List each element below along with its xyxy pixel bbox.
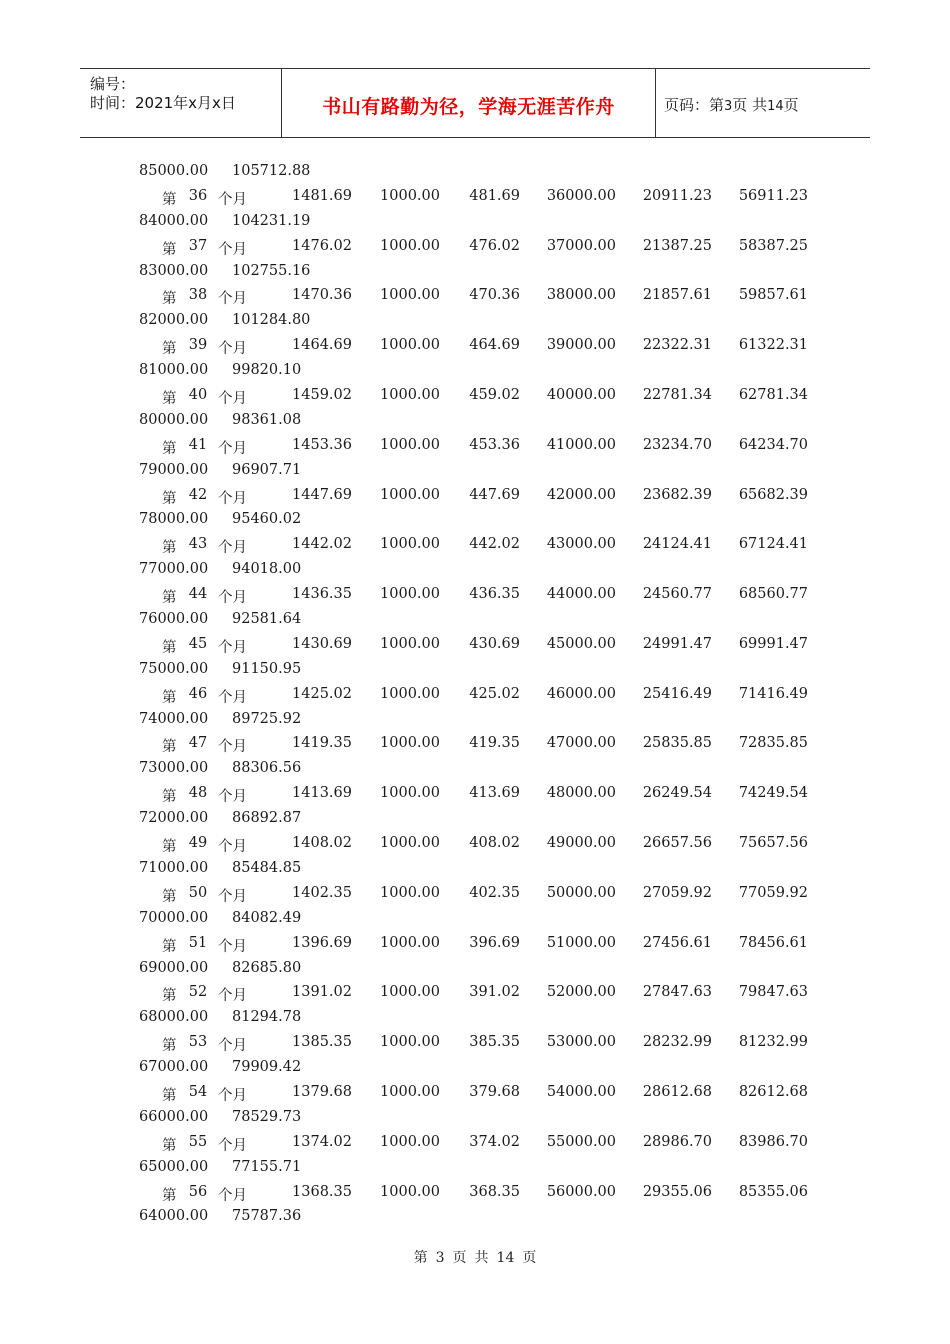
month-prefix: 第 — [162, 739, 177, 756]
cumulative-principal: 56000.00 — [546, 1183, 616, 1200]
month-prefix: 第 — [162, 1087, 177, 1104]
principal-paid: 1000.00 — [380, 237, 440, 254]
month-prefix: 第 — [162, 888, 177, 905]
month-number: 55 — [188, 1133, 208, 1150]
cumulative-principal: 39000.00 — [546, 337, 616, 354]
continuation-row — [0, 260, 950, 285]
cumulative-principal: 53000.00 — [546, 1034, 616, 1051]
principal-paid: 1000.00 — [380, 1183, 440, 1200]
principal-paid: 1000.00 — [380, 685, 440, 702]
remaining-total: 86892.87 — [232, 810, 302, 827]
table-row — [0, 782, 950, 807]
monthly-payment: 1385.35 — [292, 1034, 352, 1051]
footer-mid: 页 — [452, 1250, 467, 1266]
interest-paid: 413.69 — [469, 785, 520, 802]
remaining-principal: 84000.00 — [139, 212, 209, 229]
cumulative-total: 75657.56 — [738, 835, 808, 852]
month-number: 39 — [188, 337, 208, 354]
interest-paid: 476.02 — [469, 237, 520, 254]
cumulative-interest: 28986.70 — [642, 1133, 712, 1150]
month-prefix: 第 — [162, 490, 177, 507]
principal-paid: 1000.00 — [380, 1083, 440, 1100]
remaining-total: 82685.80 — [232, 959, 302, 976]
cumulative-principal: 49000.00 — [546, 835, 616, 852]
monthly-payment: 1413.69 — [292, 785, 352, 802]
remaining-principal: 76000.00 — [139, 611, 209, 628]
footer-page: 3 — [435, 1250, 445, 1266]
cumulative-total: 74249.54 — [738, 785, 808, 802]
continuation-row — [0, 1156, 950, 1181]
continuation-row — [0, 309, 950, 334]
month-number: 40 — [188, 387, 208, 404]
continuation-row — [0, 459, 950, 484]
cumulative-interest: 24991.47 — [642, 635, 712, 652]
monthly-payment: 1447.69 — [292, 486, 352, 503]
cumulative-principal: 45000.00 — [546, 635, 616, 652]
remaining-total: 81294.78 — [232, 1009, 302, 1026]
principal-paid: 1000.00 — [380, 934, 440, 951]
page-suffix: 页 — [783, 96, 799, 114]
monthly-payment: 1464.69 — [292, 337, 352, 354]
month-number: 48 — [188, 785, 208, 802]
month-unit: 个月 — [218, 241, 247, 258]
month-prefix: 第 — [162, 938, 177, 955]
table-row — [0, 633, 950, 658]
remaining-total: 84082.49 — [232, 909, 302, 926]
monthly-payment: 1425.02 — [292, 685, 352, 702]
page-total: 14 — [767, 99, 784, 114]
month-number: 36 — [188, 187, 208, 204]
interest-paid: 436.35 — [469, 586, 520, 603]
interest-paid: 419.35 — [469, 735, 520, 752]
month-prefix: 第 — [162, 639, 177, 656]
continuation-row — [0, 608, 950, 633]
month-prefix: 第 — [162, 391, 177, 408]
principal-paid: 1000.00 — [380, 635, 440, 652]
continuation-row — [0, 1006, 950, 1031]
cumulative-interest: 23234.70 — [642, 436, 712, 453]
principal-paid: 1000.00 — [380, 884, 440, 901]
month-unit: 个月 — [218, 739, 247, 756]
cumulative-total: 56911.23 — [738, 187, 808, 204]
month-unit: 个月 — [218, 341, 247, 358]
remaining-principal: 79000.00 — [139, 461, 209, 478]
continuation-row — [0, 857, 950, 882]
cumulative-total: 71416.49 — [738, 685, 808, 702]
continuation-row — [0, 558, 950, 583]
cumulative-principal: 48000.00 — [546, 785, 616, 802]
cumulative-total: 62781.34 — [738, 387, 808, 404]
remaining-total: 92581.64 — [232, 611, 302, 628]
table-row — [0, 932, 950, 957]
month-prefix: 第 — [162, 291, 177, 308]
month-number: 51 — [188, 934, 208, 951]
page-footer — [0, 1247, 950, 1267]
continuation-row — [0, 1056, 950, 1081]
table-row — [0, 235, 950, 260]
cumulative-interest: 26249.54 — [642, 785, 712, 802]
monthly-payment: 1453.36 — [292, 436, 352, 453]
cumulative-interest: 21387.25 — [642, 237, 712, 254]
monthly-payment: 1442.02 — [292, 536, 352, 553]
month-prefix: 第 — [162, 1038, 177, 1055]
cumulative-interest: 29355.06 — [642, 1183, 712, 1200]
cumulative-total: 59857.61 — [738, 287, 808, 304]
month-prefix: 第 — [162, 440, 177, 457]
month-number: 49 — [188, 835, 208, 852]
principal-paid: 1000.00 — [380, 1034, 440, 1051]
interest-paid: 396.69 — [469, 934, 520, 951]
month-number: 52 — [188, 984, 208, 1001]
cumulative-total: 67124.41 — [738, 536, 808, 553]
monthly-payment: 1436.35 — [292, 586, 352, 603]
table-row — [0, 1131, 950, 1156]
footer-mid2: 共 — [474, 1250, 489, 1266]
cumulative-total: 69991.47 — [738, 635, 808, 652]
table-row — [0, 683, 950, 708]
continuation-row — [0, 1106, 950, 1131]
table-row — [0, 284, 950, 309]
remaining-total: 98361.08 — [232, 411, 302, 428]
cumulative-principal: 40000.00 — [546, 387, 616, 404]
remaining-principal: 69000.00 — [139, 959, 209, 976]
month-number: 46 — [188, 685, 208, 702]
month-unit: 个月 — [218, 1087, 247, 1104]
time-label: 时间：2021年x月x日 — [90, 94, 236, 112]
month-number: 45 — [188, 635, 208, 652]
cumulative-interest: 23682.39 — [642, 486, 712, 503]
cumulative-interest: 27456.61 — [642, 934, 712, 951]
table-row — [0, 334, 950, 359]
monthly-payment: 1408.02 — [292, 835, 352, 852]
table-row — [0, 384, 950, 409]
principal-paid: 1000.00 — [380, 984, 440, 1001]
remaining-total: 104231.19 — [232, 212, 311, 229]
month-prefix: 第 — [162, 341, 177, 358]
principal-paid: 1000.00 — [380, 287, 440, 304]
remaining-total: 101284.80 — [232, 312, 311, 329]
table-row — [0, 882, 950, 907]
interest-paid: 442.02 — [469, 536, 520, 553]
continuation-row — [0, 1205, 950, 1230]
monthly-payment: 1430.69 — [292, 635, 352, 652]
interest-paid: 374.02 — [469, 1133, 520, 1150]
remaining-principal: 68000.00 — [139, 1009, 209, 1026]
header-meta-cell — [80, 69, 282, 137]
cumulative-interest: 26657.56 — [642, 835, 712, 852]
cumulative-interest: 24124.41 — [642, 536, 712, 553]
table-row — [0, 583, 950, 608]
remaining-principal: 77000.00 — [139, 561, 209, 578]
month-unit: 个月 — [218, 689, 247, 706]
header-page-info — [664, 94, 799, 115]
principal-paid: 1000.00 — [380, 337, 440, 354]
remaining-principal: 67000.00 — [139, 1059, 209, 1076]
cumulative-interest: 22322.31 — [642, 337, 712, 354]
cumulative-total: 64234.70 — [738, 436, 808, 453]
interest-paid: 430.69 — [469, 635, 520, 652]
month-number: 53 — [188, 1034, 208, 1051]
remaining-principal: 74000.00 — [139, 710, 209, 727]
principal-paid: 1000.00 — [380, 387, 440, 404]
remaining-total: 99820.10 — [232, 362, 302, 379]
cumulative-interest: 22781.34 — [642, 387, 712, 404]
cumulative-interest: 28232.99 — [642, 1034, 712, 1051]
cumulative-principal: 38000.00 — [546, 287, 616, 304]
cumulative-principal: 47000.00 — [546, 735, 616, 752]
cumulative-total: 72835.85 — [738, 735, 808, 752]
remaining-principal: 66000.00 — [139, 1108, 209, 1125]
table-row — [0, 732, 950, 757]
monthly-payment: 1419.35 — [292, 735, 352, 752]
cumulative-principal: 44000.00 — [546, 586, 616, 603]
cumulative-total: 61322.31 — [738, 337, 808, 354]
remaining-total: 95460.02 — [232, 511, 302, 528]
cumulative-principal: 41000.00 — [546, 436, 616, 453]
interest-paid: 402.35 — [469, 884, 520, 901]
remaining-total: 78529.73 — [232, 1108, 302, 1125]
month-number: 44 — [188, 586, 208, 603]
month-unit: 个月 — [218, 440, 247, 457]
monthly-payment: 1402.35 — [292, 884, 352, 901]
interest-paid: 391.02 — [469, 984, 520, 1001]
month-prefix: 第 — [162, 1137, 177, 1154]
month-unit: 个月 — [218, 291, 247, 308]
month-unit: 个月 — [218, 191, 247, 208]
interest-paid: 464.69 — [469, 337, 520, 354]
cumulative-principal: 42000.00 — [546, 486, 616, 503]
motto: 书山有路勤为径，学海无涯苦作舟 — [322, 96, 615, 118]
interest-paid: 379.68 — [469, 1083, 520, 1100]
page-prefix: 页码：第 — [664, 96, 725, 114]
remaining-total: 77155.71 — [232, 1158, 302, 1175]
footer-total: 14 — [496, 1250, 515, 1266]
continuation-row — [0, 907, 950, 932]
cumulative-interest: 27847.63 — [642, 984, 712, 1001]
monthly-payment: 1368.35 — [292, 1183, 352, 1200]
interest-paid: 447.69 — [469, 486, 520, 503]
cumulative-total: 65682.39 — [738, 486, 808, 503]
month-number: 56 — [188, 1183, 208, 1200]
month-prefix: 第 — [162, 540, 177, 557]
remaining-principal: 64000.00 — [139, 1208, 209, 1225]
remaining-principal: 71000.00 — [139, 859, 209, 876]
month-number: 50 — [188, 884, 208, 901]
principal-paid: 1000.00 — [380, 536, 440, 553]
month-number: 38 — [188, 287, 208, 304]
principal-paid: 1000.00 — [380, 1133, 440, 1150]
remaining-total: 79909.42 — [232, 1059, 302, 1076]
remaining-principal: 70000.00 — [139, 909, 209, 926]
interest-paid: 481.69 — [469, 187, 520, 204]
remaining-principal: 75000.00 — [139, 660, 209, 677]
month-prefix: 第 — [162, 590, 177, 607]
cumulative-principal: 43000.00 — [546, 536, 616, 553]
month-unit: 个月 — [218, 540, 247, 557]
month-unit: 个月 — [218, 888, 247, 905]
table-row — [0, 1031, 950, 1056]
remaining-principal: 73000.00 — [139, 760, 209, 777]
monthly-payment: 1470.36 — [292, 287, 352, 304]
document-header — [80, 68, 870, 138]
data-rows — [0, 160, 950, 1230]
header-motto-cell — [282, 69, 656, 137]
table-row — [0, 1081, 950, 1106]
cumulative-principal: 50000.00 — [546, 884, 616, 901]
month-number: 42 — [188, 486, 208, 503]
month-unit: 个月 — [218, 789, 247, 806]
table-row — [0, 533, 950, 558]
continuation-row — [0, 708, 950, 733]
monthly-payment: 1476.02 — [292, 237, 352, 254]
month-unit: 个月 — [218, 988, 247, 1005]
table-row — [0, 185, 950, 210]
cumulative-interest: 21857.61 — [642, 287, 712, 304]
cumulative-principal: 37000.00 — [546, 237, 616, 254]
month-unit: 个月 — [218, 391, 247, 408]
monthly-payment: 1459.02 — [292, 387, 352, 404]
monthly-payment: 1379.68 — [292, 1083, 352, 1100]
cumulative-interest: 28612.68 — [642, 1083, 712, 1100]
table-row — [0, 484, 950, 509]
monthly-payment: 1391.02 — [292, 984, 352, 1001]
month-unit: 个月 — [218, 590, 247, 607]
cumulative-total: 78456.61 — [738, 934, 808, 951]
remaining-principal: 80000.00 — [139, 411, 209, 428]
interest-paid: 453.36 — [469, 436, 520, 453]
remaining-total: 96907.71 — [232, 461, 302, 478]
continuation-row — [0, 658, 950, 683]
remaining-total: 94018.00 — [232, 561, 302, 578]
remaining-total: 75787.36 — [232, 1208, 302, 1225]
cumulative-total: 68560.77 — [738, 586, 808, 603]
remaining-principal: 83000.00 — [139, 262, 209, 279]
cumulative-interest: 25835.85 — [642, 735, 712, 752]
remaining-principal: 81000.00 — [139, 362, 209, 379]
cumulative-principal: 55000.00 — [546, 1133, 616, 1150]
continuation-row — [0, 508, 950, 533]
continuation-row — [0, 160, 950, 185]
cumulative-total: 77059.92 — [738, 884, 808, 901]
remaining-total: 102755.16 — [232, 262, 311, 279]
principal-paid: 1000.00 — [380, 486, 440, 503]
interest-paid: 408.02 — [469, 835, 520, 852]
cumulative-total: 85355.06 — [738, 1183, 808, 1200]
month-number: 37 — [188, 237, 208, 254]
cumulative-interest: 25416.49 — [642, 685, 712, 702]
cumulative-interest: 27059.92 — [642, 884, 712, 901]
month-unit: 个月 — [218, 639, 247, 656]
principal-paid: 1000.00 — [380, 586, 440, 603]
cumulative-total: 79847.63 — [738, 984, 808, 1001]
continuation-row — [0, 210, 950, 235]
table-row — [0, 981, 950, 1006]
footer-suffix: 页 — [522, 1250, 537, 1266]
principal-paid: 1000.00 — [380, 436, 440, 453]
cumulative-total: 58387.25 — [738, 237, 808, 254]
cumulative-interest: 24560.77 — [642, 586, 712, 603]
month-prefix: 第 — [162, 839, 177, 856]
month-number: 43 — [188, 536, 208, 553]
table-row — [0, 434, 950, 459]
monthly-payment: 1481.69 — [292, 187, 352, 204]
remaining-principal: 78000.00 — [139, 511, 209, 528]
month-unit: 个月 — [218, 1187, 247, 1204]
cumulative-principal: 52000.00 — [546, 984, 616, 1001]
month-prefix: 第 — [162, 191, 177, 208]
month-unit: 个月 — [218, 839, 247, 856]
page-number: 3 — [724, 99, 733, 114]
footer-pre: 第 — [413, 1250, 428, 1266]
remaining-principal: 65000.00 — [139, 1158, 209, 1175]
interest-paid: 470.36 — [469, 287, 520, 304]
cumulative-principal: 46000.00 — [546, 685, 616, 702]
month-prefix: 第 — [162, 1187, 177, 1204]
month-prefix: 第 — [162, 988, 177, 1005]
month-number: 47 — [188, 735, 208, 752]
remaining-total: 89725.92 — [232, 710, 302, 727]
cumulative-total: 82612.68 — [738, 1083, 808, 1100]
cumulative-principal: 51000.00 — [546, 934, 616, 951]
continuation-row — [0, 807, 950, 832]
remaining-total: 105712.88 — [232, 163, 311, 179]
cumulative-total: 83986.70 — [738, 1133, 808, 1150]
interest-paid: 385.35 — [469, 1034, 520, 1051]
interest-paid: 425.02 — [469, 685, 520, 702]
continuation-row — [0, 757, 950, 782]
month-prefix: 第 — [162, 689, 177, 706]
cumulative-interest: 20911.23 — [642, 187, 712, 204]
continuation-row — [0, 359, 950, 384]
remaining-total: 88306.56 — [232, 760, 302, 777]
principal-paid: 1000.00 — [380, 187, 440, 204]
cumulative-principal: 36000.00 — [546, 187, 616, 204]
cumulative-total: 81232.99 — [738, 1034, 808, 1051]
month-number: 54 — [188, 1083, 208, 1100]
month-unit: 个月 — [218, 1137, 247, 1154]
monthly-payment: 1374.02 — [292, 1133, 352, 1150]
principal-paid: 1000.00 — [380, 735, 440, 752]
month-unit: 个月 — [218, 490, 247, 507]
remaining-principal: 85000.00 — [139, 163, 209, 179]
month-prefix: 第 — [162, 241, 177, 258]
number-label: 编号： — [90, 75, 136, 93]
month-number: 41 — [188, 436, 208, 453]
monthly-payment: 1396.69 — [292, 934, 352, 951]
remaining-principal: 82000.00 — [139, 312, 209, 329]
cumulative-principal: 54000.00 — [546, 1083, 616, 1100]
remaining-total: 85484.85 — [232, 859, 302, 876]
continuation-row — [0, 409, 950, 434]
page-mid: 页 共 — [732, 96, 768, 114]
remaining-total: 91150.95 — [232, 660, 302, 677]
month-unit: 个月 — [218, 1038, 247, 1055]
principal-paid: 1000.00 — [380, 835, 440, 852]
principal-paid: 1000.00 — [380, 785, 440, 802]
month-prefix: 第 — [162, 789, 177, 806]
header-page-cell — [656, 69, 870, 137]
continuation-row — [0, 957, 950, 982]
remaining-principal: 72000.00 — [139, 810, 209, 827]
table-row — [0, 1181, 950, 1206]
interest-paid: 459.02 — [469, 387, 520, 404]
month-unit: 个月 — [218, 938, 247, 955]
interest-paid: 368.35 — [469, 1183, 520, 1200]
table-row — [0, 832, 950, 857]
